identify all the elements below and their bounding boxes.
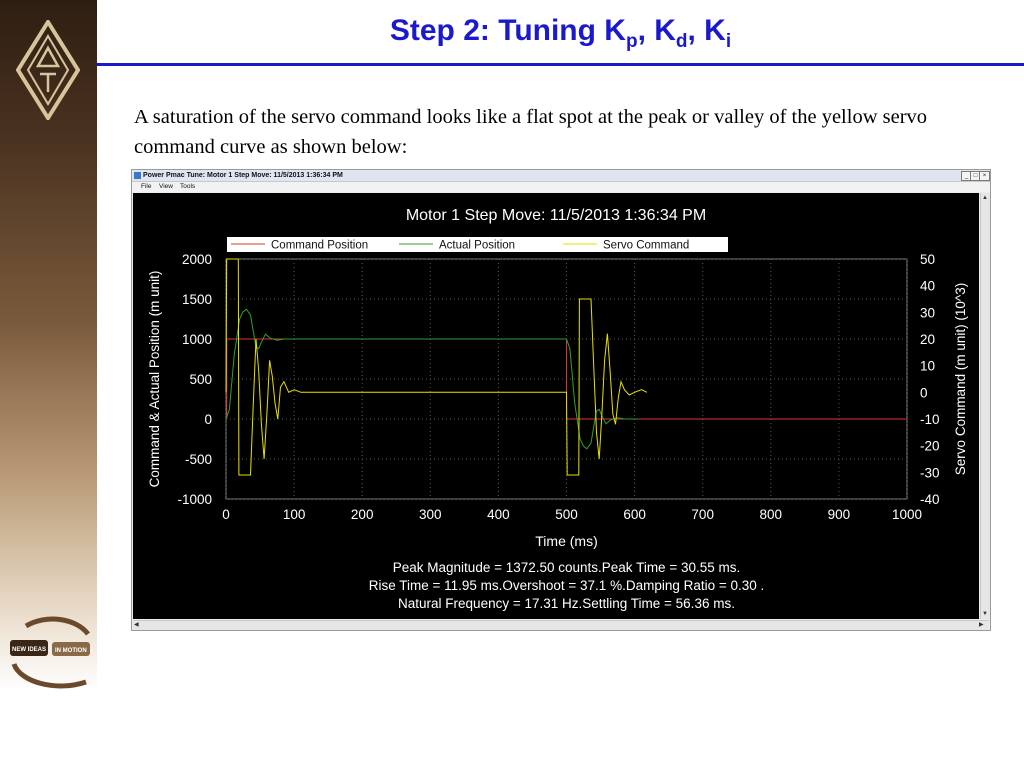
vertical-scrollbar[interactable] <box>980 193 990 619</box>
title-sub-p: p <box>625 31 638 52</box>
new-ideas-in-motion-logo-icon <box>6 612 94 692</box>
x-tick-label: 500 <box>555 507 578 522</box>
y2-tick-label: 50 <box>920 252 936 267</box>
y2-tick-label: 40 <box>920 278 936 294</box>
stats-annotation: Rise Time = 11.95 ms.Overshoot = 37.1 %.Damping Ratio = 0.30 . <box>368 578 765 593</box>
y-tick-label: -500 <box>184 452 212 467</box>
legend-label: Servo Command <box>603 239 690 252</box>
footer-logo-text-1: NEW IDEAS <box>12 647 47 653</box>
scroll-up-icon[interactable]: ▲ <box>982 195 988 201</box>
x-tick-label: 400 <box>487 507 510 522</box>
maximize-button[interactable]: □ <box>970 171 981 181</box>
series-line <box>226 309 638 449</box>
x-tick-label: 1000 <box>891 507 923 522</box>
scroll-right-icon[interactable]: ▶ <box>979 622 984 628</box>
title-sub-i: i <box>725 31 732 52</box>
menu-file[interactable]: File <box>141 183 152 190</box>
slide-title <box>97 14 1024 53</box>
close-button[interactable]: × <box>979 171 990 181</box>
delta-tau-logo-icon <box>16 20 80 120</box>
chart-title: Motor 1 Step Move: 11/5/2013 1:36:34 PM <box>405 207 707 224</box>
x-tick-label: 900 <box>827 507 851 522</box>
title-divider <box>97 63 1024 66</box>
app-icon <box>134 172 141 179</box>
title-sep-2: , K <box>687 14 726 47</box>
y-tick-label: 1500 <box>181 292 212 307</box>
window-title: Power Pmac Tune: Motor 1 Step Move: 11/5/2013 1:36:34 PM <box>143 172 343 179</box>
series-line <box>226 259 647 475</box>
legend-label: Command Position <box>271 239 369 252</box>
menu-view[interactable]: View <box>159 183 173 190</box>
y2-tick-label: 10 <box>920 358 936 374</box>
y2-tick-label: 20 <box>920 332 936 347</box>
title-main: Step 2: Tuning K <box>389 14 626 47</box>
y2-axis-label: Servo Command (m unit) (10^3) <box>953 282 968 476</box>
footer-logo-text-2: IN MOTION <box>55 648 87 654</box>
x-tick-label: 0 <box>222 507 230 522</box>
scroll-left-icon[interactable]: ◀ <box>134 622 139 628</box>
y2-tick-label: -20 <box>920 438 940 454</box>
menu-bar <box>132 182 990 192</box>
y2-tick-label: -10 <box>920 412 940 427</box>
body-paragraph: A saturation of the servo command looks like a flat spot at the peak or valley of the yellow servo command curve as shown below: <box>134 106 928 158</box>
minimize-button[interactable]: _ <box>961 171 972 181</box>
tune-window <box>131 169 991 631</box>
sidebar-band <box>0 0 97 768</box>
y2-tick-label: -40 <box>920 492 940 507</box>
y2-tick-label: 0 <box>920 385 928 401</box>
y-tick-label: 500 <box>189 372 212 387</box>
x-tick-label: 600 <box>623 507 646 522</box>
x-tick-label: 800 <box>759 507 783 522</box>
x-tick-label: 100 <box>282 507 306 522</box>
x-tick-label: 300 <box>419 507 442 522</box>
title-sub-d: d <box>675 31 688 52</box>
plot-area <box>133 193 979 619</box>
y-tick-label: -1000 <box>177 492 212 507</box>
step-move-chart <box>133 193 979 619</box>
y-tick-label: 2000 <box>181 252 212 267</box>
y2-tick-label: -30 <box>920 465 940 481</box>
y2-tick-label: 30 <box>920 305 936 321</box>
legend-label: Actual Position <box>439 239 516 252</box>
slide-title-bar <box>97 0 1024 64</box>
y-axis-label: Command & Actual Position (m unit) <box>147 270 162 488</box>
stats-annotation: Natural Frequency = 17.31 Hz.Settling Time = 56.36 ms. <box>398 596 735 611</box>
x-axis-label: Time (ms) <box>535 533 598 549</box>
title-sep-1: , K <box>637 14 676 47</box>
y-tick-label: 0 <box>204 412 212 427</box>
y-tick-label: 1000 <box>181 332 212 347</box>
horizontal-scrollbar[interactable] <box>133 620 989 630</box>
scroll-down-icon[interactable]: ▼ <box>982 611 988 617</box>
x-tick-label: 700 <box>691 507 714 522</box>
x-tick-label: 200 <box>350 507 374 522</box>
stats-annotation: Peak Magnitude = 1372.50 counts.Peak Time = 30.55 ms. <box>392 560 741 575</box>
menu-tools[interactable]: Tools <box>180 183 196 190</box>
window-titlebar[interactable] <box>132 170 990 182</box>
